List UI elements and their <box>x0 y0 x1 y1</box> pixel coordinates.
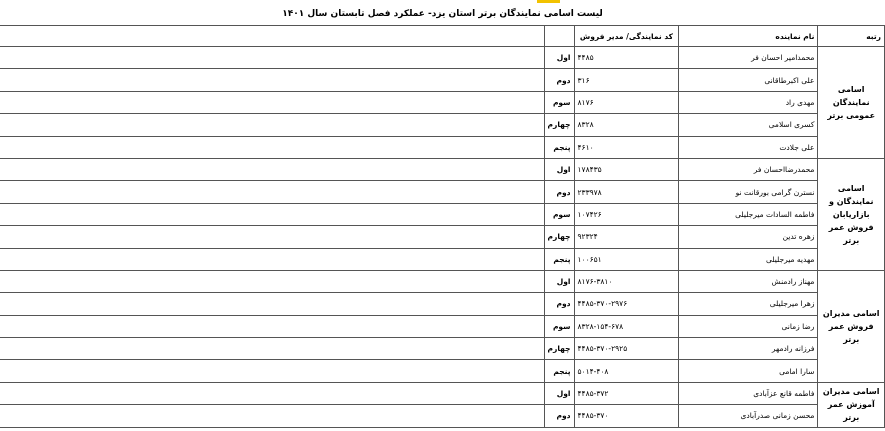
rep-name-cell: زهرا میرجلیلی <box>679 293 818 315</box>
table-row <box>0 338 885 360</box>
table-row <box>0 47 885 69</box>
blank-cell <box>0 91 544 113</box>
table-row <box>0 226 885 248</box>
group-label: اسامی مدیران فروش عمر برتر <box>818 270 885 382</box>
rank-cell: چهارم <box>544 114 574 136</box>
ranking-table <box>0 25 885 428</box>
header-row <box>0 26 885 47</box>
tab-accent-bar <box>537 0 560 3</box>
table-row <box>0 114 885 136</box>
rep-code-cell: ۴۴۸۵ <box>574 47 679 69</box>
table-row <box>0 360 885 382</box>
rank-cell: پنجم <box>544 248 574 270</box>
rep-code-cell: ۸۳۲۸ <box>574 114 679 136</box>
blank-cell <box>0 136 544 158</box>
rank-cell: سوم <box>544 203 574 225</box>
rep-name-cell: علی اکبرطاقانی <box>679 69 818 91</box>
table-row <box>0 181 885 203</box>
rep-code-cell: ۱۷۸۴۳۵ <box>574 158 679 180</box>
rank-cell: دوم <box>544 405 574 427</box>
rep-name-cell: مهناز رادمنش <box>679 270 818 292</box>
blank-cell <box>0 114 544 136</box>
rep-code-cell: ۴۴۸۵-۳۷۰ <box>574 405 679 427</box>
rank-cell: پنجم <box>544 136 574 158</box>
rank-cell: دوم <box>544 69 574 91</box>
table-row <box>0 270 885 292</box>
rank-cell: چهارم <box>544 226 574 248</box>
rank-cell: اول <box>544 270 574 292</box>
rank-cell: اول <box>544 47 574 69</box>
blank-cell <box>0 181 544 203</box>
rep-name-cell: نسترن گرامی بورقانت نو <box>679 181 818 203</box>
table-row <box>0 203 885 225</box>
rank-cell: سوم <box>544 315 574 337</box>
rep-name-cell: کسری اسلامی <box>679 114 818 136</box>
rep-name-cell: محمدرضااحسان فر <box>679 158 818 180</box>
rep-code-cell: ۸۱۷۶-۳۸۱۰ <box>574 270 679 292</box>
table-row <box>0 315 885 337</box>
rep-name-cell: مهدیه میرجلیلی <box>679 248 818 270</box>
rank-cell: اول <box>544 158 574 180</box>
ranking-table-body <box>0 26 885 428</box>
group-label: اسامی نمایندگان و بازاریابان فروش عمر برتر <box>818 158 885 270</box>
table-row <box>0 69 885 91</box>
rep-name-cell: مهدی راد <box>679 91 818 113</box>
rank-cell: پنجم <box>544 360 574 382</box>
rep-name-cell: محمدامیر احسان فر <box>679 47 818 69</box>
blank-cell <box>0 47 544 69</box>
blank-cell <box>0 248 544 270</box>
rep-name-cell: محسن زمانی صدرآبادی <box>679 405 818 427</box>
table-row <box>0 91 885 113</box>
rep-code-cell: ۳۱۶ <box>574 69 679 91</box>
header-name: نام نماینده <box>679 26 818 47</box>
blank-cell <box>0 315 544 337</box>
sheet-title: لیست اسامی نمایندگان برتر استان یزد- عملکرد فصل تابستان سال ۱۴۰۱ <box>282 9 603 19</box>
blank-cell <box>0 293 544 315</box>
blank-cell <box>0 360 544 382</box>
blank-cell <box>0 158 544 180</box>
rank-cell: دوم <box>544 181 574 203</box>
rep-name-cell: فاطمه السادات میرجلیلی <box>679 203 818 225</box>
rep-code-cell: ۴۴۸۵-۳۷۰-۲۹۲۵ <box>574 338 679 360</box>
rep-code-cell: ۹۲۳۲۴ <box>574 226 679 248</box>
header-code: کد نمایندگی/ مدیر فروش <box>574 26 679 47</box>
blank-cell <box>0 69 544 91</box>
table-row <box>0 136 885 158</box>
header-rank: رتبه <box>818 26 885 47</box>
header-spacer-cell <box>544 26 574 47</box>
rep-name-cell: زهره تدین <box>679 226 818 248</box>
blank-cell <box>0 405 544 427</box>
blank-cell <box>0 270 544 292</box>
rank-cell: دوم <box>544 293 574 315</box>
table-row <box>0 382 885 404</box>
table-row <box>0 158 885 180</box>
blank-cell <box>0 226 544 248</box>
rep-code-cell: ۴۴۸۵-۳۷۰-۲۹۷۶ <box>574 293 679 315</box>
rank-cell: اول <box>544 382 574 404</box>
blank-cell <box>0 203 544 225</box>
rank-cell: چهارم <box>544 338 574 360</box>
rep-name-cell: علی جلادت <box>679 136 818 158</box>
rep-code-cell: ۸۳۲۸-۱۵۴-۶۷۸ <box>574 315 679 337</box>
group-label: اسامی مدیران آموزش عمر برتر <box>818 382 885 427</box>
rep-code-cell: ۸۱۷۶ <box>574 91 679 113</box>
table-row <box>0 293 885 315</box>
blank-cell <box>0 382 544 404</box>
rep-code-cell: ۲۳۳۹۷۸ <box>574 181 679 203</box>
rep-code-cell: ۱۰۰۶۵۱ <box>574 248 679 270</box>
rep-code-cell: ۵۰۱۴-۴۰۸ <box>574 360 679 382</box>
table-row <box>0 405 885 427</box>
blank-cell <box>0 338 544 360</box>
rep-name-cell: رضا زمانی <box>679 315 818 337</box>
rep-name-cell: سارا امامی <box>679 360 818 382</box>
rank-cell: سوم <box>544 91 574 113</box>
rep-name-cell: فرزانه رادمهر <box>679 338 818 360</box>
group-label: اسامی نمایندگان عمومی برتر <box>818 47 885 159</box>
table-row <box>0 248 885 270</box>
rep-code-cell: ۱۰۷۴۲۶ <box>574 203 679 225</box>
header-blank-cell <box>0 26 544 47</box>
rep-code-cell: ۴۶۱۰ <box>574 136 679 158</box>
rep-code-cell: ۴۴۸۵-۳۷۲ <box>574 382 679 404</box>
rep-name-cell: فاطمه قانع عزآبادی <box>679 382 818 404</box>
